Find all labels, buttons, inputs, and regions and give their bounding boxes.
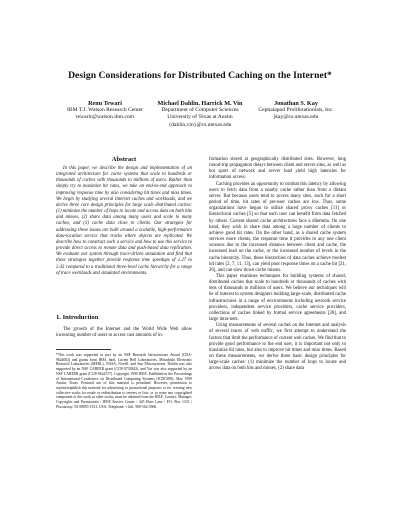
author-name: Jonathan S. Kay — [274, 100, 318, 107]
author-email: jkay@cs.utexas.edu — [273, 114, 319, 121]
author-dahlin-vin — [148, 100, 252, 129]
body-paragraph: This paper examines techniques for building systems of shared, distributed caches that scale to hundreds or thousands of caches with tens of thousands to millions of users. We believe our techniques will be of interest to system designers building large-scale, distributed cache infrastructures in a range of environments including network service providers, independent service providers, cache service providers, collections of caches linked by formal service agreements [28], and large intra-nets. — [209, 273, 346, 323]
right-column — [209, 157, 346, 372]
abstract-text — [56, 166, 192, 277]
abstract-heading: Abstract — [111, 156, 137, 163]
author-affiliation: Cephalapod Proliferationists, Inc. — [258, 107, 334, 114]
section-heading-introduction: 1. Introduction — [56, 314, 99, 321]
author-affiliation: IBM T.J. Watson Research Center — [67, 107, 143, 114]
footnote: *This work was supported in part by an NSF Research Infrastructure Award (CDA-9624082) and grants from IBM, Intel, Lucent Bell Laboratories, Mitsubishi Electronic Research Laboratories (MERL), NASA, Novell, and Sun Microsystems. Dahlin was also supported by an NSF CAREER grant (CCR-9733842), and Vin was also supported by an NSF CAREER grant (CCR-9624757). Copyright 1999 IEEE. Published in the Proceedings of International Conference on Distributed Computing Systems (ICDCS99), May 1999 Austin, Texas. Personal use of this material is permitted. However, permission to reprint/republish this material for advertising or promotional purposes or for creating new collective works for resale or redistribution to servers or lists, or to reuse any copyrighted component of this work in other works, must be obtained from the IEEE. Contact: Manager, Copyrights and Permissions / IEEE Service Center / 445 Hoes Lane / P.O. Box 1331 / Piscataway, NJ 08855-1331, USA. Telephone: + Intl. 908-562-3966. — [56, 353, 192, 409]
author-email: {dahlin,vin}@cs.utexas.edu — [168, 121, 232, 128]
author-location: University of Texas at Austin — [167, 114, 233, 121]
author-name: Michael Dahlin, Harrick M. Vin — [157, 100, 243, 107]
body-paragraph: Using measurements of several caches on the Internet and analysis of several traces of web traffic, we first attempt to understand the factors that limit the performance of current web caches. We find that to provide good performance to the end user, it is important not only to maximize hit rates, but also to improve hit times and miss times. Based on these measurements, we derive three basic design principles for large-scale caches: (1) minimize the number of hops to locate and access data on both hits and misses, (2) share data — [209, 323, 346, 372]
paper-title: Design Considerations for Distributed Caching on the Internet* — [68, 70, 332, 81]
introduction-text — [56, 327, 192, 339]
author-email: tewarir@watson.ibm.com — [76, 114, 134, 121]
author-affiliation: Department of Computer Sciences — [161, 107, 239, 114]
author-tewari — [56, 100, 154, 122]
body-paragraph: Caching provides an opportunity to combat this latency by allowing users to fetch data from a nearby cache rather than from a distant server. But because users tend to access many sites, each for a short period of time, hit rates of per-user caches are low. Thus, some organizations have begun to utilize shared proxy caches [11] or hierarchical caches [5] so that each user can benefit from data fetched by others. Current shared cache architectures face a dilemma. On one hand, they wish to share data among a large number of clients to achieve good hit rates. On the other hand, as a shared cache system services more clients, the response time it provides to any one client worsens due to the increased distance between client and cache, the increased load on the cache, or the increased number of levels in the cache hierarchy. Thus, these hierarchies of data caches achieve modest hit rates [2, 7, 11, 13], can yield poor response times on a cache hit [21, 26], and can slow down cache misses. — [209, 181, 346, 273]
introduction-paragraph: The growth of the Internet and the World Wide Web allow increasing number of users to access vast amounts of in- — [56, 327, 192, 339]
author-kay — [246, 100, 346, 122]
author-name: Renu Tewari — [88, 100, 122, 107]
body-paragraph: formation stored at geographically distributed sites. However, long round-trip propagation delays between client and server sites, as well as hot spots of network and server load yield high latencies for information access. — [209, 157, 346, 181]
abstract-paragraph: In this paper, we describe the design and implementation of an integrated architecture for cache systems that scale to hundreds or thousands of caches with thousands to millions of users. Rather than simply try to maximize hit rates, we take an end-to-end approach to improving response time by also considering hit times and miss times. We begin by studying several Internet caches and workloads, and we derive three core design principles for large scale distributed caches: (1) minimize the number of hops to locate and access data on both hits and misses, (2) share data among many users and scale to many caches, and (3) cache data close to clients. Our strategies for addressing these issues are built around a scalable, high-performance data-location service that tracks where objects are replicated. We describe how to construct such a service and how to use this service to provide direct access to remote data and push-based data replication. We evaluate our system through trace-driven simulation and find that these strategies together provide response time speedups of 1.27 to 2.43 compared to a traditional three-level cache hierarchy for a range of trace workloads and simulated environments. — [56, 166, 192, 276]
footnote-rule — [56, 349, 111, 350]
